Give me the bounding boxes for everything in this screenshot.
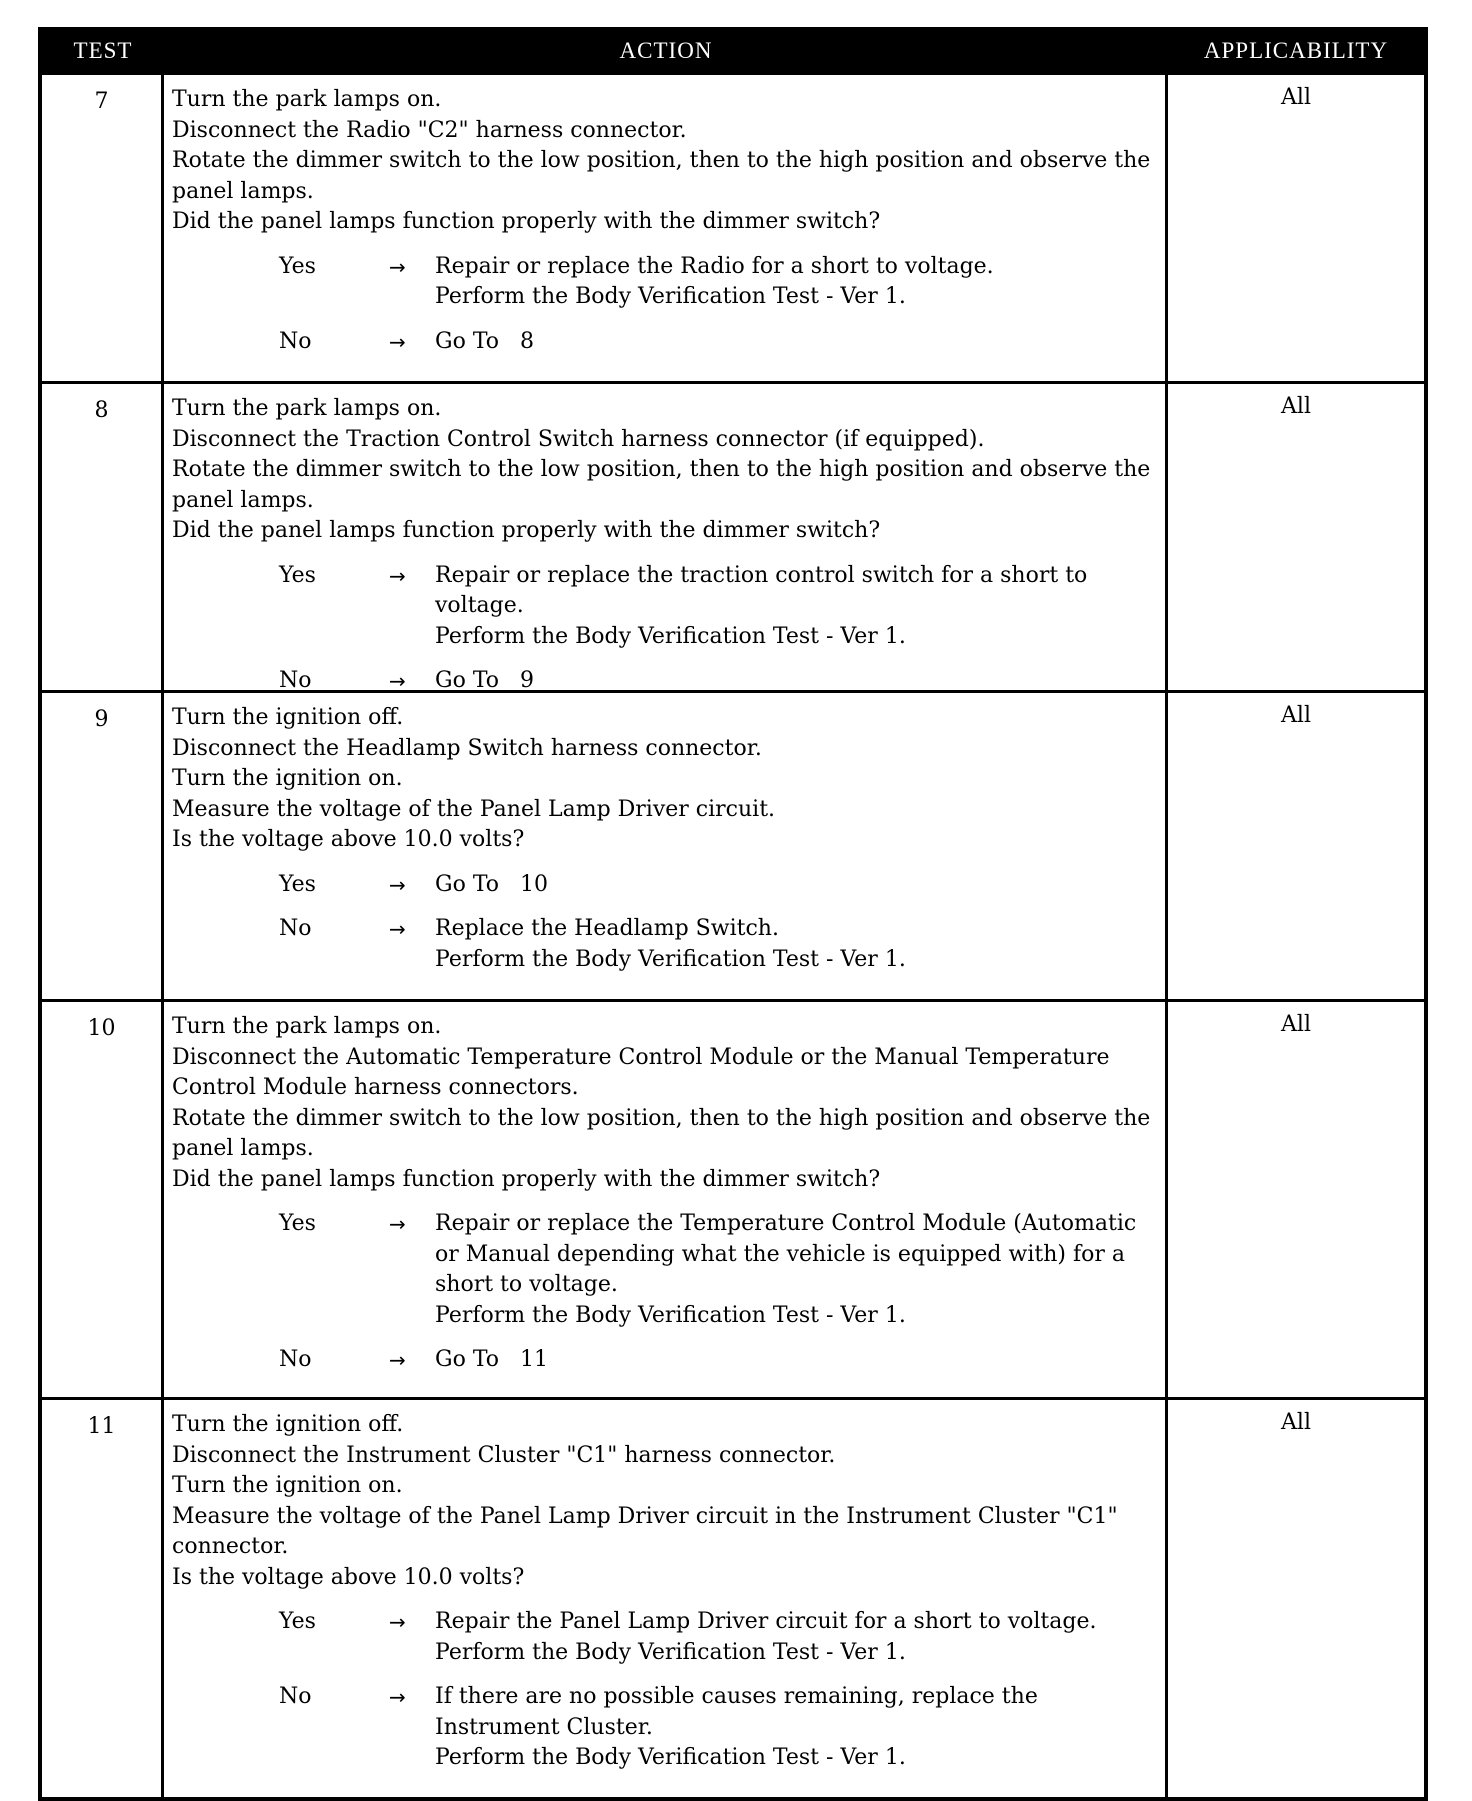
yes-label: Yes — [279, 562, 316, 588]
action-cell — [164, 693, 1168, 999]
action-step: Rotate the dimmer switch to the low position, then to the high position and observe the panel lamps. — [172, 1105, 1151, 1161]
action-step: Turn the park lamps on. — [172, 396, 442, 421]
action-step: Rotate the dimmer switch to the low position, then to the high position and observe the panel lamps. — [172, 457, 1151, 513]
arrow-icon: → — [389, 917, 406, 941]
result-line: Perform the Body Verification Test - Ver 1. — [435, 946, 906, 972]
no-label: No — [279, 1347, 312, 1372]
no-result — [172, 1345, 1157, 1376]
action-cell — [164, 1400, 1168, 1797]
yes-label: Yes — [279, 871, 316, 897]
action-step: Disconnect the Radio "C2" harness connector. — [172, 117, 687, 143]
result-line: Replace the Headlamp Switch. — [435, 916, 779, 941]
applicability-value: All — [1281, 1012, 1311, 1037]
arrow-icon: → — [389, 1685, 406, 1709]
result-line: Perform the Body Verification Test - Ver 1. — [435, 623, 906, 649]
applicability-value: All — [1281, 1410, 1311, 1435]
arrow-icon: → — [389, 329, 406, 354]
applicability-value: All — [1281, 85, 1311, 110]
test-number: 7 — [42, 75, 164, 381]
arrow-icon: → — [389, 872, 406, 897]
action-step: Did the panel lamps function properly with the dimmer switch? — [172, 1166, 881, 1192]
yes-label: Yes — [279, 253, 316, 279]
test-number: 8 — [42, 384, 164, 690]
yes-result — [172, 561, 1157, 653]
table-row — [42, 1400, 1424, 1797]
action-step: Is the voltage above 10.0 volts? — [172, 1564, 525, 1590]
arrow-icon: → — [389, 254, 406, 279]
header-applicability: APPLICABILITY — [1203, 38, 1389, 63]
result-line: Repair the Panel Lamp Driver circuit for a short to voltage. — [435, 1609, 1097, 1634]
yes-result — [172, 252, 1157, 313]
action-step: Disconnect the Traction Control Switch harness connector (if equipped). — [172, 426, 985, 452]
arrow-icon: → — [389, 1212, 406, 1236]
action-step: Turn the ignition off. — [172, 705, 404, 730]
no-result — [172, 327, 1157, 358]
arrow-icon: → — [389, 1610, 406, 1634]
action-step: Turn the park lamps on. — [172, 87, 442, 112]
result-line: Perform the Body Verification Test - Ver 1. — [435, 1639, 906, 1665]
action-step: Turn the ignition on. — [172, 766, 403, 791]
diagnostic-table — [38, 27, 1428, 1801]
header-test: TEST — [73, 38, 133, 63]
result-line: Repair or replace the traction control switch for a short to voltage. — [435, 562, 1088, 618]
no-result — [172, 666, 1157, 697]
action-step: Disconnect the Headlamp Switch harness connector. — [172, 735, 762, 761]
table-row — [42, 384, 1424, 693]
action-step: Turn the ignition on. — [172, 1473, 403, 1498]
applicability-value: All — [1281, 703, 1311, 728]
arrow-icon: → — [389, 1348, 406, 1372]
result-line: Perform the Body Verification Test - Ver 1. — [435, 1302, 906, 1328]
table-header — [42, 31, 1424, 75]
action-step: Turn the ignition off. — [172, 1412, 404, 1437]
result-line: If there are no possible causes remaining, replace the Instrument Cluster. — [435, 1684, 1038, 1740]
result-line: Repair or replace the Temperature Control Module (Automatic or Manual depending what the vehicle is equipped with) for a short to voltage. — [435, 1211, 1137, 1297]
no-label: No — [279, 1684, 312, 1709]
no-label: No — [279, 916, 312, 941]
applicability-value: All — [1281, 394, 1311, 419]
action-step: Turn the park lamps on. — [172, 1014, 442, 1039]
yes-label: Yes — [279, 1609, 316, 1634]
action-step: Disconnect the Instrument Cluster "C1" harness connector. — [172, 1442, 836, 1468]
table-row — [42, 75, 1424, 384]
result-line: Go To 8 — [435, 328, 534, 354]
table-row — [42, 693, 1424, 1002]
arrow-icon: → — [389, 669, 406, 693]
table-row — [42, 1002, 1424, 1400]
yes-label: Yes — [279, 1211, 316, 1236]
action-step: Measure the voltage of the Panel Lamp Driver circuit in the Instrument Cluster "C1" connector. — [172, 1503, 1118, 1559]
yes-result — [172, 870, 1157, 901]
action-step: Disconnect the Automatic Temperature Control Module or the Manual Temperature Control Module harness connectors. — [172, 1044, 1110, 1100]
action-cell — [164, 1002, 1168, 1397]
result-line: Perform the Body Verification Test - Ver 1. — [435, 1745, 906, 1770]
yes-result — [172, 1209, 1157, 1331]
action-step: Rotate the dimmer switch to the low position, then to the high position and observe the panel lamps. — [172, 148, 1151, 204]
result-line: Perform the Body Verification Test - Ver 1. — [435, 284, 906, 309]
arrow-icon: → — [389, 563, 406, 588]
action-cell — [164, 75, 1168, 381]
no-label: No — [279, 328, 312, 354]
no-result — [172, 914, 1157, 975]
action-step: Did the panel lamps function properly with the dimmer switch? — [172, 209, 881, 234]
header-action: ACTION — [619, 38, 713, 63]
result-line: Go To 11 — [435, 1347, 548, 1372]
result-line: Repair or replace the Radio for a short to voltage. — [435, 253, 994, 279]
action-step: Measure the voltage of the Panel Lamp Driver circuit. — [172, 796, 776, 822]
test-number: 9 — [42, 693, 164, 999]
action-cell — [164, 384, 1168, 693]
test-number: 11 — [42, 1400, 164, 1797]
no-label: No — [279, 668, 312, 693]
no-result — [172, 1682, 1157, 1774]
action-step: Is the voltage above 10.0 volts? — [172, 827, 525, 852]
result-line: Go To 10 — [435, 871, 548, 897]
result-line: Go To 9 — [435, 668, 534, 693]
action-step: Did the panel lamps function properly with the dimmer switch? — [172, 518, 881, 543]
yes-result — [172, 1607, 1157, 1668]
test-number: 10 — [42, 1002, 164, 1397]
